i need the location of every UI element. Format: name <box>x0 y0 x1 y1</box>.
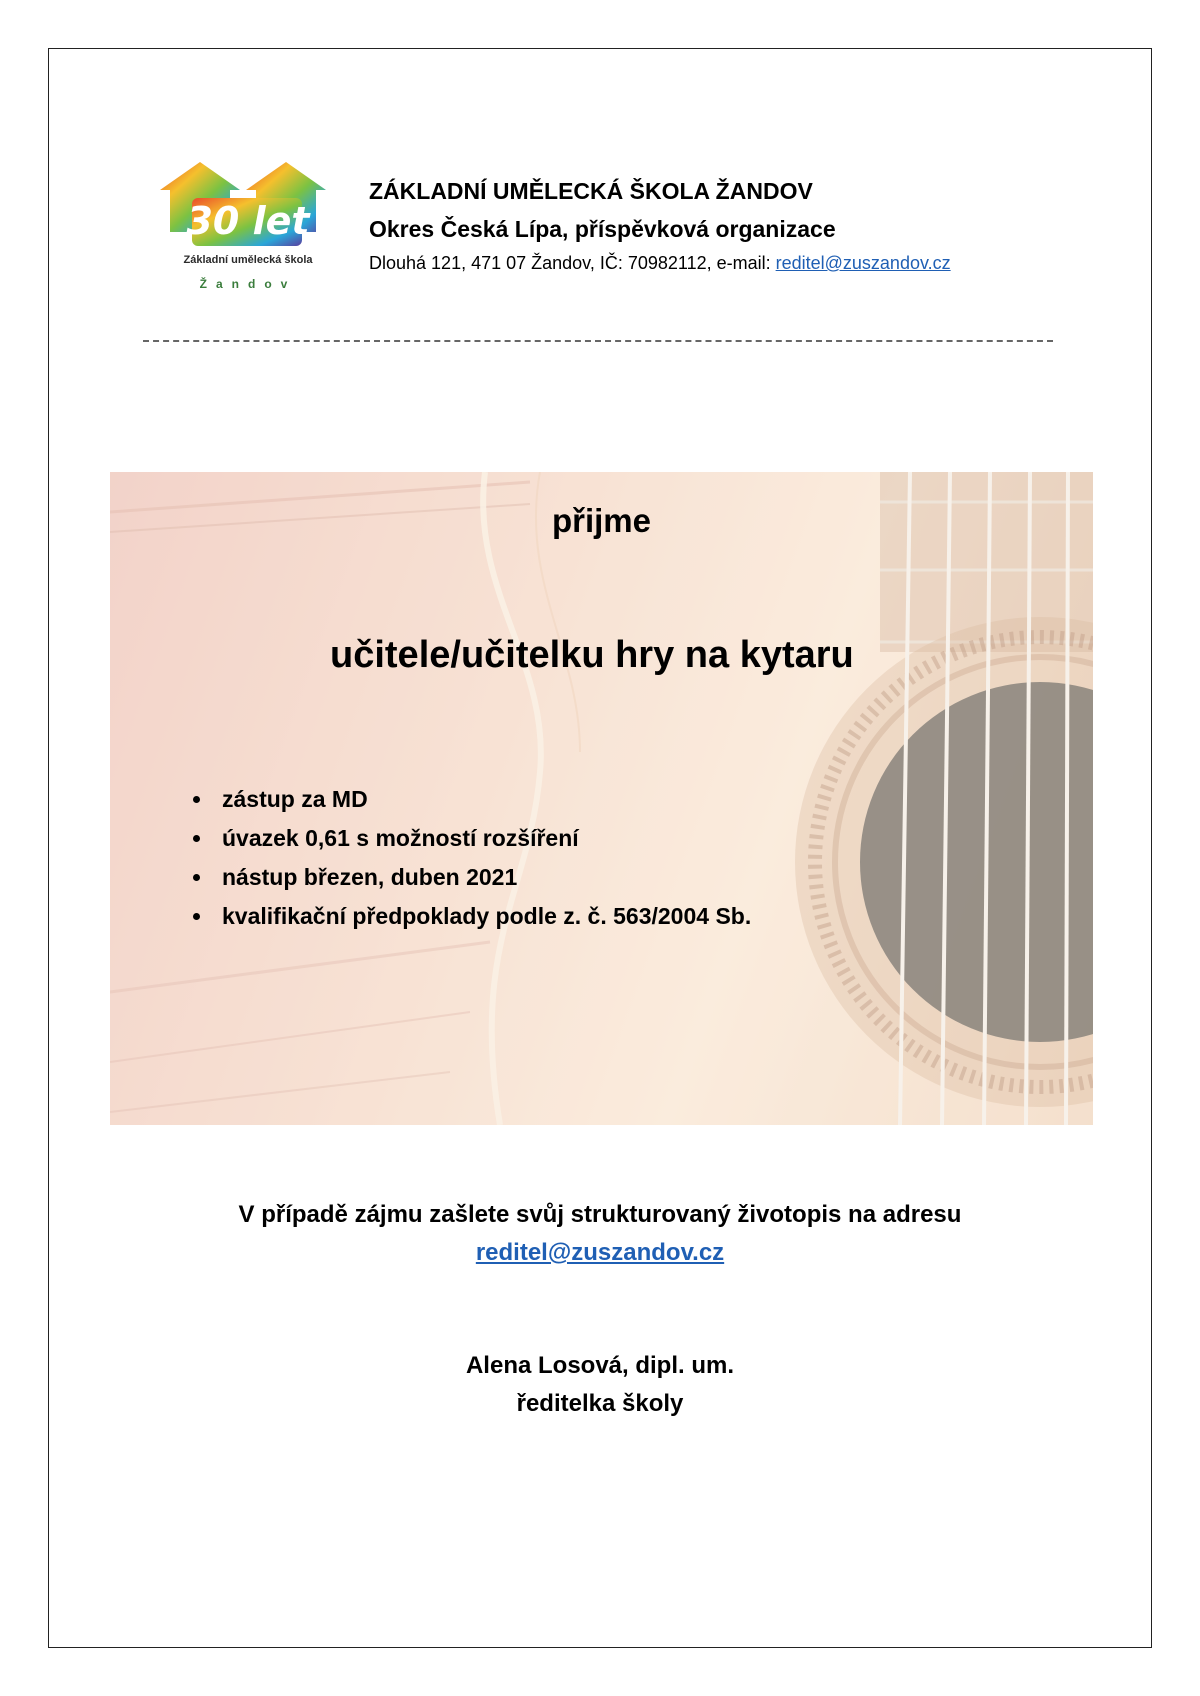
school-logo <box>158 158 338 298</box>
signature-role: ředitelka školy <box>516 1390 684 1417</box>
contact-text: V případě zájmu zašlete svůj strukturovaný životopis na adresu <box>238 1201 962 1228</box>
list-item: • nástup březen, duben 2021 <box>214 858 751 897</box>
job-details-list <box>182 780 751 936</box>
list-item: • zástup za MD <box>214 780 751 819</box>
position-title: učitele/učitelku hry na kytaru <box>330 634 854 676</box>
header-email-link[interactable]: reditel@zuszandov.cz <box>775 253 951 273</box>
logo-tagline: Základní umělecká škola <box>183 254 313 266</box>
dashed-divider <box>143 340 1053 342</box>
school-header <box>369 172 951 278</box>
logo-town: Žandov <box>199 277 297 291</box>
banner-intro: přijme <box>551 502 652 539</box>
signature-block <box>0 1347 1200 1423</box>
school-address <box>369 248 951 278</box>
school-name: ZÁKLADNÍ UMĚLECKÁ ŠKOLA ŽANDOV <box>369 178 813 204</box>
contact-email-link[interactable]: reditel@zuszandov.cz <box>475 1239 725 1266</box>
signature-name: Alena Losová, dipl. um. <box>465 1352 735 1379</box>
logo-houses-icon <box>158 158 338 254</box>
job-banner <box>110 472 1093 1125</box>
address-text: Dlouhá 121, 471 07 Žandov, IČ: 70982112, e-mail: <box>369 253 776 273</box>
list-item: • úvazek 0,61 s možností rozšíření <box>214 819 751 858</box>
contact-block <box>0 1196 1200 1272</box>
list-item: • kvalifikační předpoklady podle z. č. 563/2004 Sb. <box>214 897 751 936</box>
school-district: Okres Česká Lípa, příspěvková organizace <box>369 216 836 242</box>
logo-anniversary: 30 let <box>186 199 310 243</box>
